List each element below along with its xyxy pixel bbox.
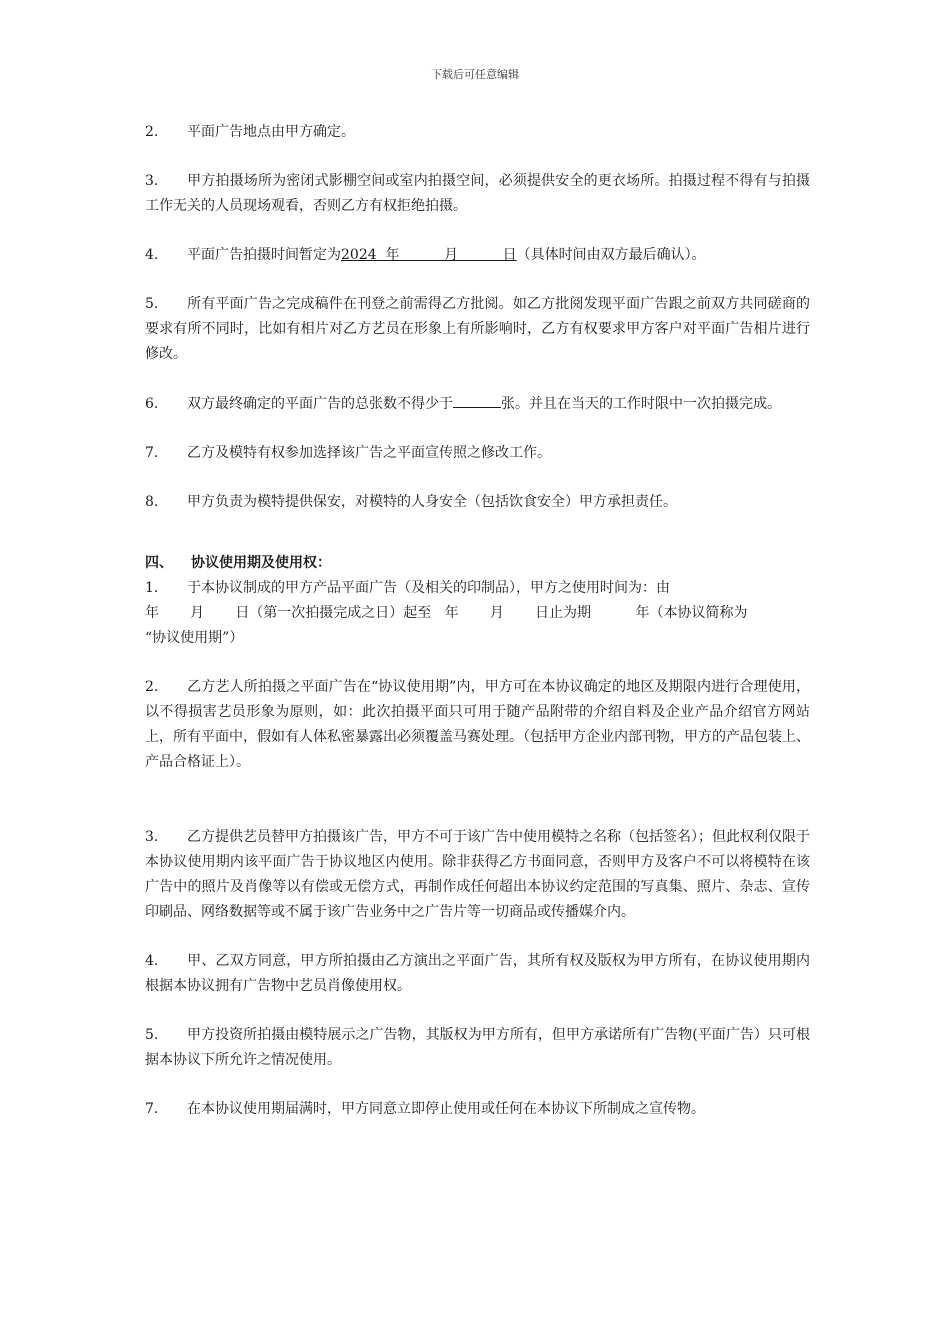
clause-4-1 (145, 576, 810, 651)
section-title: 协议使用期及使用权： (191, 555, 331, 571)
clause-number: 7. (145, 445, 159, 461)
clause-3-6 (145, 391, 810, 417)
clause-4-3 (145, 825, 810, 925)
clause-4-7 (145, 1097, 810, 1122)
clause-number: 2. (145, 124, 159, 140)
clause-number: 3. (145, 173, 159, 189)
clause-text-post: （具体时间由双方最后确认）。 (516, 247, 706, 263)
clause-4-2 (145, 675, 810, 775)
clause-4-4 (145, 949, 810, 999)
clause-number: 8. (145, 494, 159, 510)
clause-number: 1. (145, 580, 159, 596)
date-day-unit: 日 (502, 247, 517, 263)
clause-number: 4. (145, 953, 159, 969)
clause-text: 平面广告拍摄时间暂定为 (187, 247, 341, 263)
section-4-heading (145, 551, 810, 576)
date-fill-underlined (341, 247, 517, 263)
clause-number: 5. (145, 296, 159, 312)
clause-text: 双方最终确定的平面广告的总张数不得少于 (187, 396, 453, 412)
clause-number: 2. (145, 679, 159, 695)
clause-3-3 (145, 169, 810, 219)
clause-text: 乙方艺人所拍摄之平面广告在“协议使用期”内，甲方可在本协议确定的地区及期限内进行合理使用，以不得损害艺员形象为原则，如：此次拍摄平面只可用于随产品附带的介绍自料及企业产品介绍官方网站上，所有平面中，假如有人体私密暴露出必须覆盖马赛处理。（包括甲方企业内部刊物，甲方的产品包装上、产品合格证上）。 (145, 679, 810, 770)
clause-number: 4. (145, 247, 159, 263)
clause-3-5 (145, 292, 810, 367)
clause-text: 甲方投资所拍摄由模特展示之广告物，其版权为甲方所有，但甲方承诺所有广告物(平面广告）只可根据本协议下所允许之情况使用。 (145, 1027, 810, 1068)
clause-text: 所有平面广告之完成稿件在刊登之前需得乙方批阅。如乙方批阅发现平面广告跟之前双方共同磋商的要求有所不同时，比如有相片对乙方艺员在形象上有所影响时，乙方有权要求甲方客户对平面广告相片进行修改。 (145, 296, 810, 362)
clause-number: 7. (145, 1101, 159, 1117)
clause-text: 甲方拍摄场所为密闭式影棚空间或室内拍摄空间，必须提供安全的更衣场所。拍摄过程不得有与拍摄工作无关的人员现场观看，否则乙方有权拒绝拍摄。 (145, 173, 810, 214)
clause-text-line1: 于本协议制成的甲方产品平面广告（及相关的印制品），甲方之使用时间为：由 (187, 580, 670, 596)
clause-3-4 (145, 243, 810, 268)
period-end-month: 月 (489, 605, 504, 621)
document-body (145, 120, 810, 1146)
date-year-unit: 年 (385, 247, 400, 263)
clause-4-5 (145, 1023, 810, 1073)
clause-3-2 (145, 120, 810, 145)
clause-text: 甲方负责为模特提供保安，对模特的人身安全（包括饮食安全）甲方承担责任。 (187, 494, 677, 510)
period-end-day: 日止为期 (534, 605, 591, 621)
clause-number: 6. (145, 396, 159, 412)
clause-number: 5. (145, 1027, 159, 1043)
clause-3-7 (145, 441, 810, 466)
period-start-year: 年 (145, 605, 159, 621)
count-blank-field (453, 391, 501, 408)
page-header-note: 下载后可任意编辑 (431, 68, 519, 81)
clause-text: 乙方提供艺员替甲方拍摄该广告，甲方不可于该广告中使用模特之名称（包括签名）；但此权利仅限于本协议使用期内该平面广告于协议地区内使用。除非获得乙方书面同意，否则甲方及客户不可以将模特在该广告中的照片及肖像等以有偿或无偿方式，再制作成任何超出本协议约定范围的写真集、照片、杂志、宣传印刷品、网络数据等或不属于该广告业务中之广告片等一切商品或传播媒介内。 (145, 829, 810, 920)
clause-3-8 (145, 490, 810, 515)
clause-text: 平面广告地点由甲方确定。 (187, 124, 355, 140)
period-duration: 年（本协议简称为 (635, 605, 748, 621)
clause-text: 乙方及模特有权参加选择该广告之平面宣传照之修改工作。 (187, 445, 551, 461)
period-end-year: 年 (444, 605, 459, 621)
date-year: 2024 (341, 247, 377, 263)
period-start-month: 月 (190, 605, 205, 621)
date-month-unit: 月 (444, 247, 459, 263)
clause-number: 3. (145, 829, 159, 845)
section-number: 四、 (145, 555, 173, 571)
clause-text-line3: “协议使用期”） (145, 630, 244, 646)
clause-text: 在本协议使用期届满时，甲方同意立即停止使用或任何在本协议下所制成之宣传物。 (187, 1101, 705, 1117)
clause-text: 甲、乙双方同意，甲方所拍摄由乙方演出之平面广告，其所有权及版权为甲方所有，在协议使用期内根据本协议拥有广告物中艺员肖像使用权。 (145, 953, 810, 994)
clause-text-post: 张。并且在当天的工作时限中一次拍摄完成。 (501, 396, 781, 412)
period-start-day: 日（第一次拍摄完成之日）起至 (235, 605, 432, 621)
